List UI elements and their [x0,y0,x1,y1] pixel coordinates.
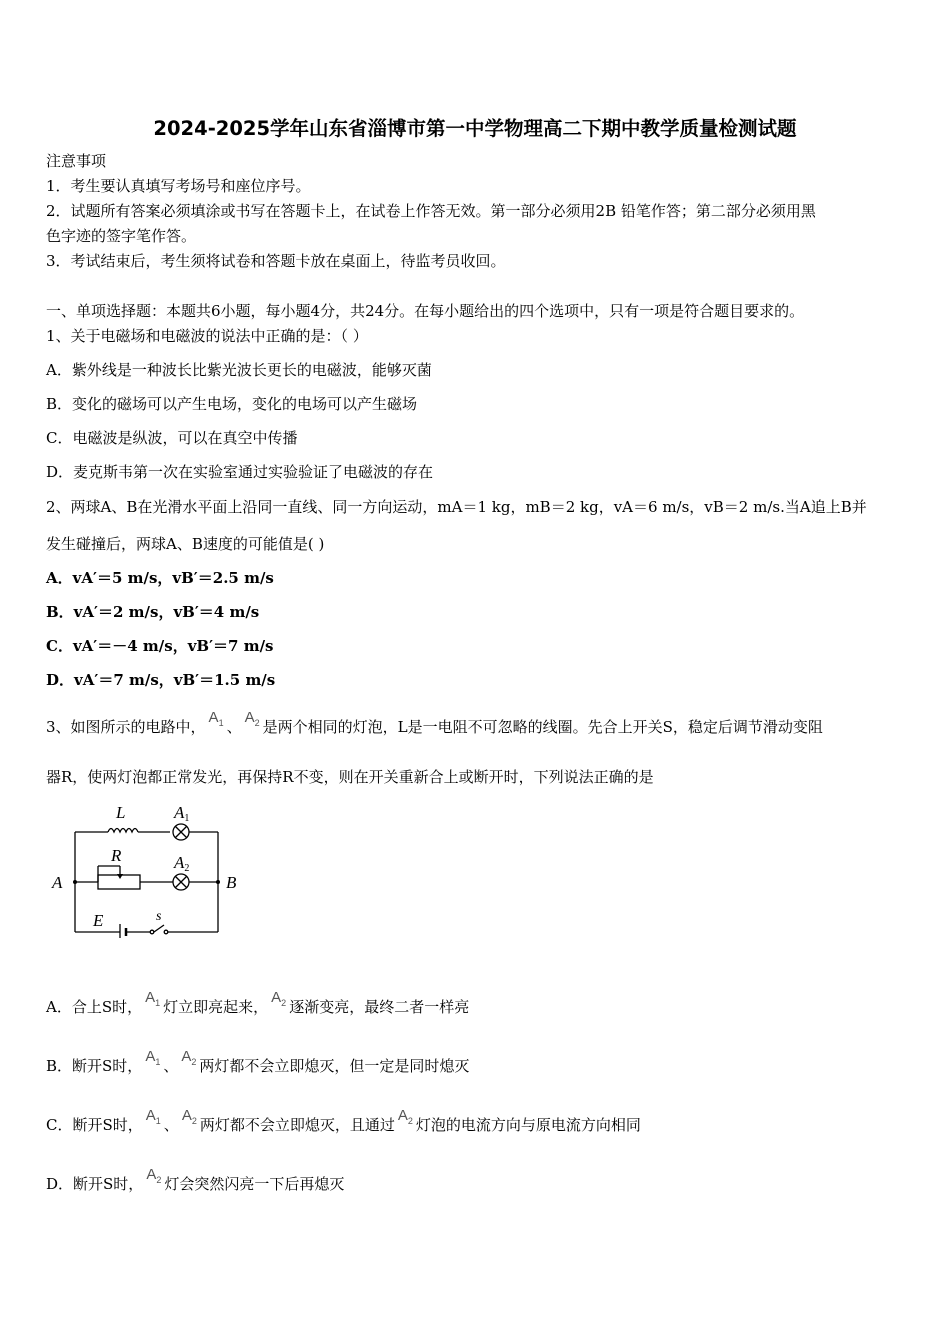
lamp-a1-symbol: $A_1$ [145,1107,161,1126]
label-A1: A1 [174,803,190,824]
q2-option-c: C．vA′＝－4 m/s，vB′＝7 m/s [46,637,274,655]
notice-item: 1．考生要认真填写考场号和座位序号。 [46,177,311,195]
lamp-a1-symbol: $A_1$ [145,989,161,1008]
lamp-a2-symbol: $A_2$ [397,1107,413,1126]
lamp-a2-symbol: $A_2$ [181,1048,197,1067]
inductor-coil [108,829,138,833]
label-L: L [116,803,126,822]
notice-heading: 注意事项 [46,152,107,170]
lamp-a2-symbol: $A_2$ [271,989,287,1008]
q3-option-d: D．断开S时，$A_2$ 灯会突然闪亮一下后再熄灭 [46,1166,345,1193]
lamp-a2-symbol: $A_2$ [146,1166,162,1185]
q3-option-b: B．断开S时，$A_1$ 、$A_2$ 两灯都不会立即熄灭，但一定是同时熄灭 [46,1048,470,1075]
circuit-diagram [50,798,250,938]
q3-option-c: C．断开S时，$A_1$ 、$A_2$ 两灯都不会立即熄灭，且通过$A_2$ 灯泡的电流方向与原电流方向相同 [46,1107,641,1134]
q2-stem-line1: 2、两球A、B在光滑水平面上沿同一直线、同一方向运动，mA＝1 kg，mB＝2 kg，vA＝6 m/s，vB＝2 m/s.当A追上B并 [46,498,867,516]
label-A2: A2 [174,853,190,874]
q3-option-a: A．合上S时，$A_1$ 灯立即亮起来，$A_2$ 逐渐变亮，最终二者一样亮 [46,989,470,1016]
lamp-a1-symbol: $A_1$ [208,709,224,728]
switch-lever [154,925,164,932]
q2-option-b: B．vA′＝2 m/s，vB′＝4 m/s [46,603,260,621]
lamp-a2-symbol: $A_2$ [181,1107,197,1126]
label-S: s [156,909,162,924]
notice-item: 色字迹的签字笔作答。 [46,227,197,245]
q3-stem-b: 是两个相同的灯泡，L是一电阻不可忽略的线圈。先合上开关S，稳定后调节滑动变阻 [262,718,823,736]
q1-option-b: B．变化的磁场可以产生电场，变化的电场可以产生磁场 [46,395,418,413]
page-title: 2024-2025学年山东省淄博市第一中学物理高二下期中教学质量检测试题 [153,117,797,140]
q1-option-a: A．紫外线是一种波长比紫光波长更长的电磁波，能够灭菌 [46,361,432,379]
q2-stem-line2: 发生碰撞后，两球A、B速度的可能值是( ) [46,535,325,553]
label-E: E [93,911,104,930]
q2-option-a: A．vA′＝5 m/s，vB′＝2.5 m/s [46,569,274,587]
q3-stem-line2: 器R，使两灯泡都正常发光，再保持R不变，则在开关重新合上或断开时，下列说法正确的是 [46,768,654,786]
q1-option-d: D．麦克斯韦第一次在实验室通过实验验证了电磁波的存在 [46,463,434,481]
label-node-A: A [52,873,63,892]
q1-stem: 1、关于电磁场和电磁波的说法中正确的是：（ ） [46,327,368,345]
lamp-a1-symbol: $A_1$ [145,1048,161,1067]
section-heading: 一、单项选择题：本题共6小题，每小题4分，共24分。在每小题给出的四个选项中，只有一项是符合题目要求的。 [46,302,805,320]
label-node-B: B [226,873,237,892]
label-R: R [111,846,122,865]
notice-item: 3．考试结束后，考生须将试卷和答题卡放在桌面上，待监考员收回。 [46,252,506,270]
q2-option-d: D．vA′＝7 m/s，vB′＝1.5 m/s [46,671,276,689]
q3-stem-a: 3、如图所示的电路中， [46,718,206,736]
q3-stem-line1: 3、如图所示的电路中，$A_1$ 、$A_2$ 是两个相同的灯泡，L是一电阻不可忽略的线圈。先合上开关S，稳定后调节滑动变阻 [46,709,823,736]
lamp-a2-symbol: $A_2$ [244,709,260,728]
q1-option-c: C．电磁波是纵波，可以在真空中传播 [46,429,298,447]
notice-item: 2．试题所有答案必须填涂或书写在答题卡上，在试卷上作答无效。第一部分必须用2B 铅笔作答；第二部分必须用黑 [46,202,816,220]
